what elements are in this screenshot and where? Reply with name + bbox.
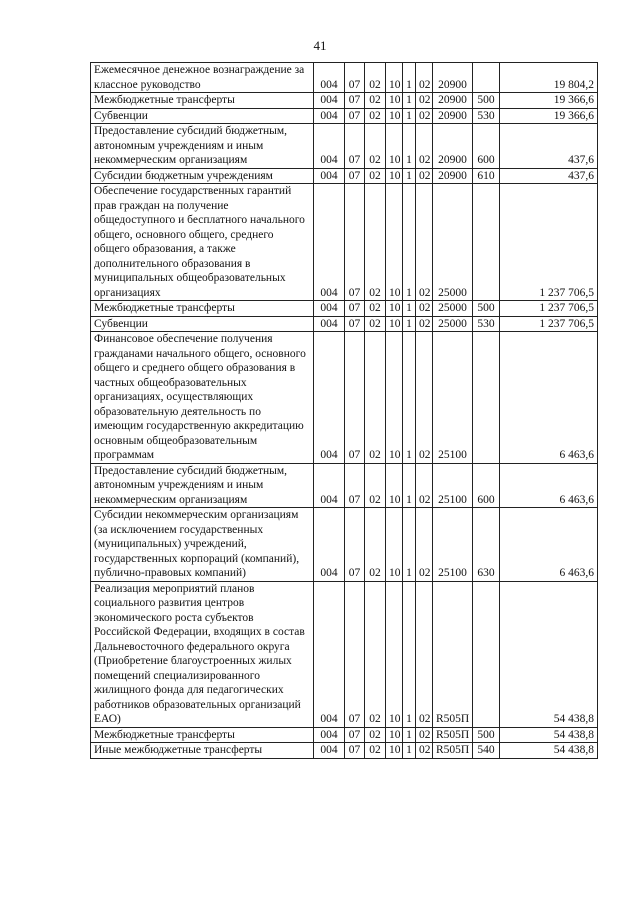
table-row bbox=[91, 727, 598, 743]
program-code-cell: 10 bbox=[386, 184, 403, 301]
event-code-cell: 02 bbox=[416, 581, 433, 727]
table-row bbox=[91, 508, 598, 582]
section-code-cell: 07 bbox=[345, 63, 365, 93]
amount-cell: 6 463,6 bbox=[500, 332, 598, 464]
program-code-cell: 10 bbox=[386, 316, 403, 332]
subprogram-code-cell: 1 bbox=[403, 93, 416, 109]
direction-code-cell: 25000 bbox=[433, 184, 473, 301]
grbs-code-cell: 004 bbox=[314, 124, 345, 169]
section-code-cell: 07 bbox=[345, 316, 365, 332]
row-name-cell: Субвенции bbox=[91, 316, 314, 332]
row-name-cell: Предоставление субсидий бюджетным, автономным учреждениям и иным некоммерческим организациям bbox=[91, 124, 314, 169]
event-code-cell: 02 bbox=[416, 508, 433, 582]
subsection-code-cell: 02 bbox=[365, 316, 386, 332]
expense-type-code-cell: 630 bbox=[473, 508, 500, 582]
amount-cell: 437,6 bbox=[500, 124, 598, 169]
amount-cell: 6 463,6 bbox=[500, 463, 598, 508]
expense-type-code-cell bbox=[473, 332, 500, 464]
grbs-code-cell: 004 bbox=[314, 168, 345, 184]
subprogram-code-cell: 1 bbox=[403, 63, 416, 93]
expense-type-code-cell: 500 bbox=[473, 301, 500, 317]
expense-type-code-cell bbox=[473, 184, 500, 301]
amount-cell: 1 237 706,5 bbox=[500, 301, 598, 317]
grbs-code-cell: 004 bbox=[314, 463, 345, 508]
expense-type-code-cell: 540 bbox=[473, 743, 500, 759]
table-row bbox=[91, 184, 598, 301]
direction-code-cell: R505П bbox=[433, 727, 473, 743]
row-name-cell: Ежемесячное денежное вознаграждение за классное руководство bbox=[91, 63, 314, 93]
amount-cell: 6 463,6 bbox=[500, 508, 598, 582]
subsection-code-cell: 02 bbox=[365, 727, 386, 743]
row-name-cell: Межбюджетные трансферты bbox=[91, 93, 314, 109]
event-code-cell: 02 bbox=[416, 743, 433, 759]
expense-type-code-cell: 610 bbox=[473, 168, 500, 184]
program-code-cell: 10 bbox=[386, 727, 403, 743]
program-code-cell: 10 bbox=[386, 108, 403, 124]
table-row bbox=[91, 743, 598, 759]
subprogram-code-cell: 1 bbox=[403, 508, 416, 582]
section-code-cell: 07 bbox=[345, 184, 365, 301]
subsection-code-cell: 02 bbox=[365, 108, 386, 124]
subprogram-code-cell: 1 bbox=[403, 184, 416, 301]
section-code-cell: 07 bbox=[345, 108, 365, 124]
event-code-cell: 02 bbox=[416, 168, 433, 184]
row-name-cell: Субвенции bbox=[91, 108, 314, 124]
direction-code-cell: 20900 bbox=[433, 108, 473, 124]
expense-type-code-cell bbox=[473, 581, 500, 727]
amount-cell: 19 366,6 bbox=[500, 93, 598, 109]
table-row bbox=[91, 124, 598, 169]
row-name-cell: Субсидии некоммерческим организациям (за исключением государственных (муниципальных) учреждений, государственных корпораций (компаний), публично-правовых компаний) bbox=[91, 508, 314, 582]
program-code-cell: 10 bbox=[386, 581, 403, 727]
direction-code-cell: 25000 bbox=[433, 301, 473, 317]
subprogram-code-cell: 1 bbox=[403, 301, 416, 317]
grbs-code-cell: 004 bbox=[314, 316, 345, 332]
grbs-code-cell: 004 bbox=[314, 108, 345, 124]
program-code-cell: 10 bbox=[386, 463, 403, 508]
amount-cell: 437,6 bbox=[500, 168, 598, 184]
expense-type-code-cell: 500 bbox=[473, 93, 500, 109]
table-row bbox=[91, 301, 598, 317]
section-code-cell: 07 bbox=[345, 581, 365, 727]
grbs-code-cell: 004 bbox=[314, 63, 345, 93]
subprogram-code-cell: 1 bbox=[403, 168, 416, 184]
grbs-code-cell: 004 bbox=[314, 184, 345, 301]
table-row bbox=[91, 108, 598, 124]
row-name-cell: Межбюджетные трансферты bbox=[91, 727, 314, 743]
direction-code-cell: 25100 bbox=[433, 463, 473, 508]
table-row bbox=[91, 168, 598, 184]
direction-code-cell: 20900 bbox=[433, 63, 473, 93]
amount-cell: 54 438,8 bbox=[500, 727, 598, 743]
event-code-cell: 02 bbox=[416, 463, 433, 508]
row-name-cell: Предоставление субсидий бюджетным, автономным учреждениям и иным некоммерческим организациям bbox=[91, 463, 314, 508]
event-code-cell: 02 bbox=[416, 93, 433, 109]
row-name-cell: Межбюджетные трансферты bbox=[91, 301, 314, 317]
subsection-code-cell: 02 bbox=[365, 743, 386, 759]
row-name-cell: Обеспечение государственных гарантий прав граждан на получение общедоступного и бесплатного начального общего, основного общего, среднего общего образования, а также дополнительного образования в муниципальных общеобразовательных организациях bbox=[91, 184, 314, 301]
budget-table bbox=[90, 62, 598, 759]
direction-code-cell: 25100 bbox=[433, 508, 473, 582]
amount-cell: 1 237 706,5 bbox=[500, 316, 598, 332]
subprogram-code-cell: 1 bbox=[403, 463, 416, 508]
program-code-cell: 10 bbox=[386, 124, 403, 169]
program-code-cell: 10 bbox=[386, 743, 403, 759]
subsection-code-cell: 02 bbox=[365, 508, 386, 582]
grbs-code-cell: 004 bbox=[314, 727, 345, 743]
row-name-cell: Реализация мероприятий планов социального развития центров экономического роста субъектов Российской Федерации, входящих в состав Дальневосточного федерального округа (Приобретение благоустроенных жилых помещений специализированного жилищного фонда для педагогических работников образовательных организаций ЕАО) bbox=[91, 581, 314, 727]
subsection-code-cell: 02 bbox=[365, 63, 386, 93]
section-code-cell: 07 bbox=[345, 743, 365, 759]
event-code-cell: 02 bbox=[416, 108, 433, 124]
direction-code-cell: 20900 bbox=[433, 93, 473, 109]
program-code-cell: 10 bbox=[386, 93, 403, 109]
table-row bbox=[91, 581, 598, 727]
table-row bbox=[91, 316, 598, 332]
expense-type-code-cell bbox=[473, 63, 500, 93]
row-name-cell: Иные межбюджетные трансферты bbox=[91, 743, 314, 759]
section-code-cell: 07 bbox=[345, 168, 365, 184]
table-row bbox=[91, 63, 598, 93]
program-code-cell: 10 bbox=[386, 63, 403, 93]
direction-code-cell: 25000 bbox=[433, 316, 473, 332]
direction-code-cell: 20900 bbox=[433, 124, 473, 169]
event-code-cell: 02 bbox=[416, 124, 433, 169]
section-code-cell: 07 bbox=[345, 727, 365, 743]
subsection-code-cell: 02 bbox=[365, 124, 386, 169]
direction-code-cell: 25100 bbox=[433, 332, 473, 464]
event-code-cell: 02 bbox=[416, 332, 433, 464]
amount-cell: 54 438,8 bbox=[500, 581, 598, 727]
program-code-cell: 10 bbox=[386, 332, 403, 464]
subprogram-code-cell: 1 bbox=[403, 581, 416, 727]
row-name-cell: Субсидии бюджетным учреждениям bbox=[91, 168, 314, 184]
page-number: 41 bbox=[313, 38, 327, 53]
subprogram-code-cell: 1 bbox=[403, 316, 416, 332]
expense-type-code-cell: 530 bbox=[473, 316, 500, 332]
subsection-code-cell: 02 bbox=[365, 168, 386, 184]
section-code-cell: 07 bbox=[345, 301, 365, 317]
amount-cell: 19 366,6 bbox=[500, 108, 598, 124]
subsection-code-cell: 02 bbox=[365, 184, 386, 301]
section-code-cell: 07 bbox=[345, 508, 365, 582]
table-row bbox=[91, 463, 598, 508]
event-code-cell: 02 bbox=[416, 301, 433, 317]
expense-type-code-cell: 600 bbox=[473, 124, 500, 169]
subsection-code-cell: 02 bbox=[365, 93, 386, 109]
event-code-cell: 02 bbox=[416, 727, 433, 743]
program-code-cell: 10 bbox=[386, 301, 403, 317]
subprogram-code-cell: 1 bbox=[403, 332, 416, 464]
table-row bbox=[91, 93, 598, 109]
section-code-cell: 07 bbox=[345, 463, 365, 508]
grbs-code-cell: 004 bbox=[314, 508, 345, 582]
subsection-code-cell: 02 bbox=[365, 332, 386, 464]
subsection-code-cell: 02 bbox=[365, 581, 386, 727]
amount-cell: 1 237 706,5 bbox=[500, 184, 598, 301]
row-name-cell: Финансовое обеспечение получения гражданами начального общего, основного общего и среднего общего образования в частных общеобразовательных организациях, осуществляющих образовательную деятельность по имеющим государственную аккредитацию основным общеобразовательным программам bbox=[91, 332, 314, 464]
amount-cell: 54 438,8 bbox=[500, 743, 598, 759]
event-code-cell: 02 bbox=[416, 184, 433, 301]
subprogram-code-cell: 1 bbox=[403, 124, 416, 169]
amount-cell: 19 804,2 bbox=[500, 63, 598, 93]
table-row bbox=[91, 332, 598, 464]
event-code-cell: 02 bbox=[416, 63, 433, 93]
subsection-code-cell: 02 bbox=[365, 301, 386, 317]
expense-type-code-cell: 500 bbox=[473, 727, 500, 743]
subprogram-code-cell: 1 bbox=[403, 108, 416, 124]
event-code-cell: 02 bbox=[416, 316, 433, 332]
subprogram-code-cell: 1 bbox=[403, 727, 416, 743]
grbs-code-cell: 004 bbox=[314, 743, 345, 759]
expense-type-code-cell: 530 bbox=[473, 108, 500, 124]
grbs-code-cell: 004 bbox=[314, 93, 345, 109]
direction-code-cell: R505П bbox=[433, 581, 473, 727]
expense-type-code-cell: 600 bbox=[473, 463, 500, 508]
grbs-code-cell: 004 bbox=[314, 301, 345, 317]
budget-table-body bbox=[91, 63, 598, 759]
subsection-code-cell: 02 bbox=[365, 463, 386, 508]
grbs-code-cell: 004 bbox=[314, 581, 345, 727]
program-code-cell: 10 bbox=[386, 508, 403, 582]
section-code-cell: 07 bbox=[345, 93, 365, 109]
direction-code-cell: R505П bbox=[433, 743, 473, 759]
section-code-cell: 07 bbox=[345, 332, 365, 464]
section-code-cell: 07 bbox=[345, 124, 365, 169]
program-code-cell: 10 bbox=[386, 168, 403, 184]
direction-code-cell: 20900 bbox=[433, 168, 473, 184]
subprogram-code-cell: 1 bbox=[403, 743, 416, 759]
grbs-code-cell: 004 bbox=[314, 332, 345, 464]
